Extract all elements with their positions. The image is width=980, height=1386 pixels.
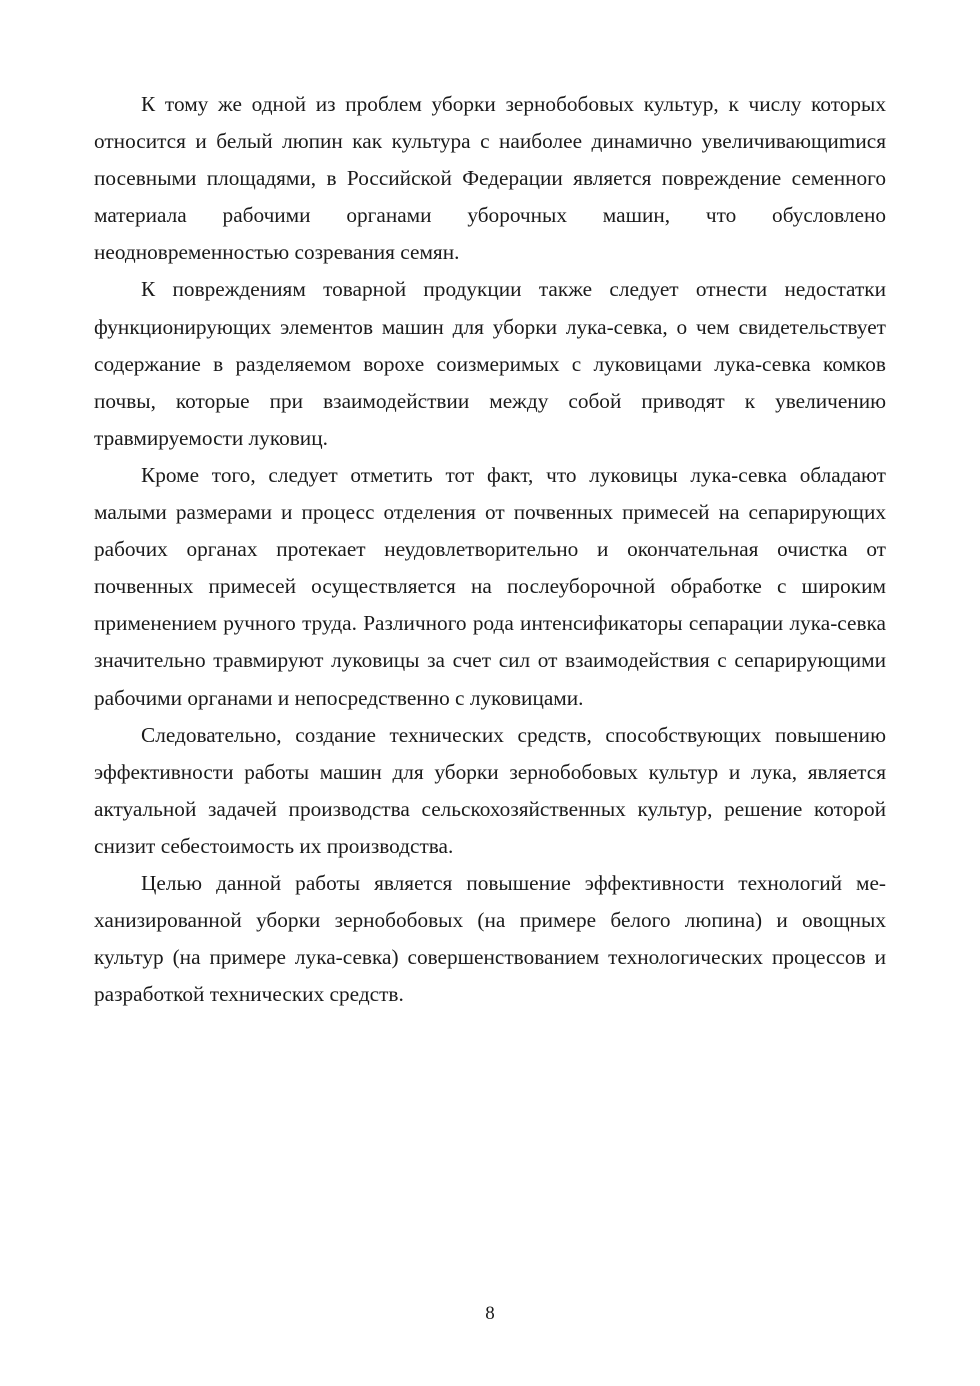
paragraph-1: К тому же одной из проблем уборки зернобобовых культур, к числу которых относится и белый люпин как культура с наиболее динамично увеличивающиmися посевными площадями, в Российской Федерации является повреждение семенного материала рабочими органами уборочных машин, что обусловлено неодновременностью созревания семян. — [94, 92, 886, 265]
paragraph-2: К повреждениям товарной продукции также следует отнести недостатки функционирующих элементов машин для уборки лука-севка, о чем свидетельствует содержание в разделяемом ворохе соизмеримых с луковицами лука-севка комков почвы, которые при взаимодействии между собой приводят к увеличению травмируемости луковиц. — [94, 277, 886, 450]
paragraph-4: Следовательно, создание технических средств, способствующих повышению эффективности работы машин для уборки зернобобовых культур и лука, является актуальной задачей производства сельскохозяйственных культур, решение которой снизит себестоимость их производства. — [94, 722, 886, 858]
body-text — [94, 86, 886, 1013]
paragraph-5: Целью данной работы является повышение эффективности технологий механизированной уборки зернобобовых (на примере белого люпина) и овощных культур (на примере лука-севка) совершенствованием технологических процессов и разработкой технических средств. — [94, 870, 886, 1007]
paragraph-3: Кроме того, следует отметить тот факт, что луковицы лука-севка обладают малыми размерами и процесс отделения от почвенных примесей на сепарирующих рабочих органах протекает неудовлетворительно и окончательная очистка от почвенных примесей осуществляется на послеуборочной обработке с широким применением ручного труда. Различного рода интенсификаторы сепарации лука-севка значительно травмируют луковицы за счет сил от взаимодействия с сепарирующими рабочими органами и непосредственно с луковицами. — [94, 462, 886, 710]
page-number: 8 — [485, 1303, 495, 1324]
